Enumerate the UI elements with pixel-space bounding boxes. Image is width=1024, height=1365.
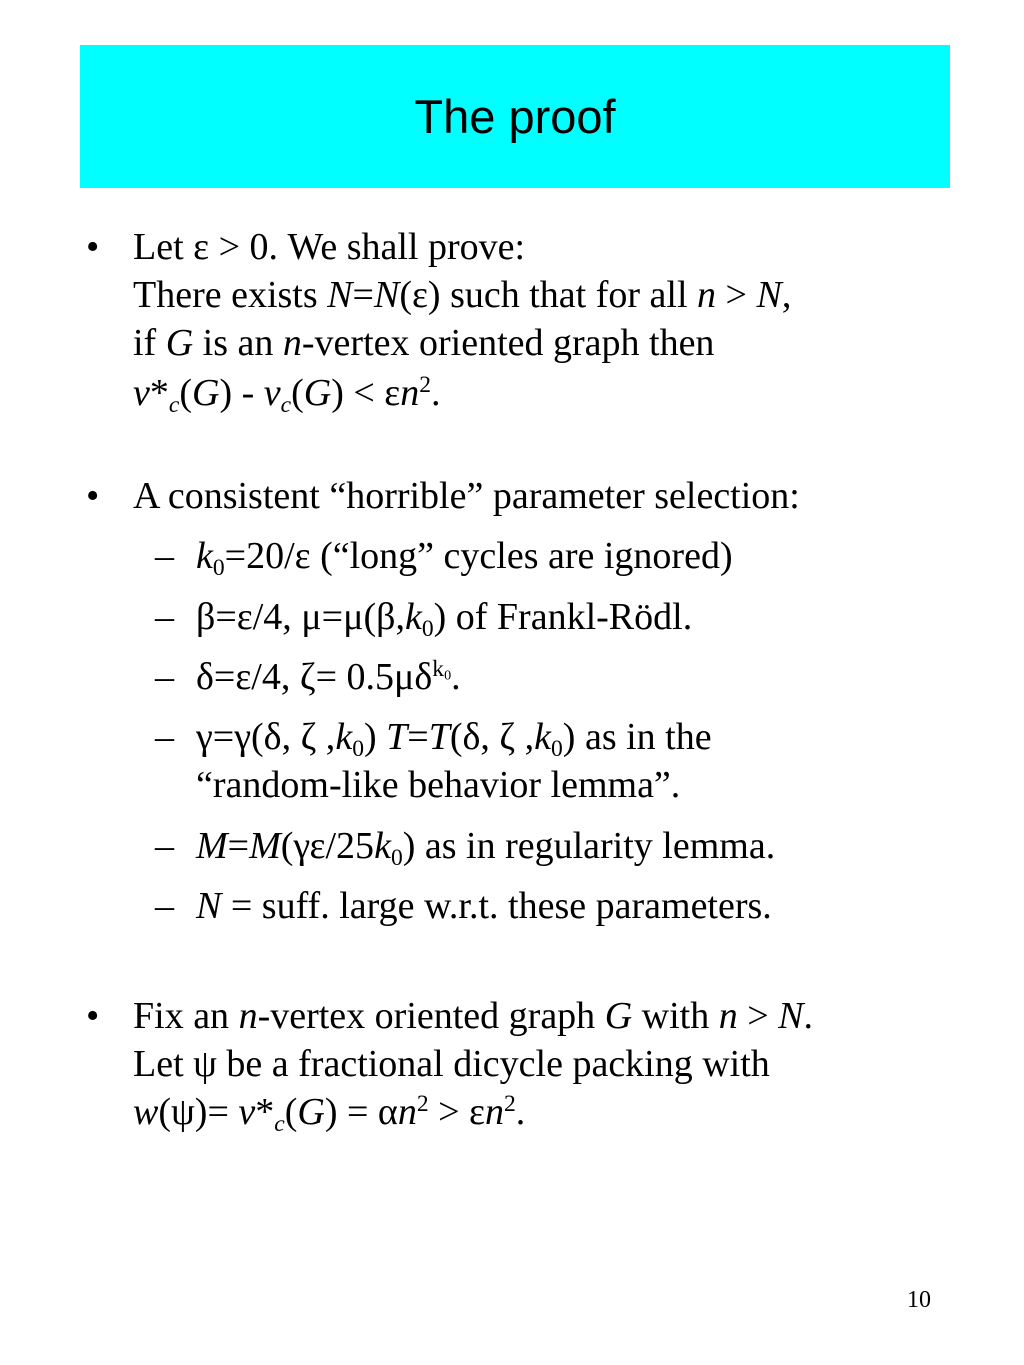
sub-item-beta-mu: β=ε/4, $\mu=\mu(\beta,k_0)$ of Frankl-Rödl. [196,596,693,643]
sub-item-m: $M=M(\gamma\varepsilon/25k_0)$ as in regularity lemma. [196,825,776,872]
dash-marker: – [155,885,174,927]
bullet-1-line-4: $v*_c(G) - v_c(G) < \varepsilon n^2$. [133,372,441,419]
bullet-marker: • [86,475,100,517]
sub-item-n: N = suff. large w.r.t. these parameters. [196,885,772,927]
sub-item-k0: $k_0=20/\varepsilon$ (“long” cycles are ignored) [196,535,733,582]
dash-marker: – [155,656,174,698]
dash-marker: – [155,825,174,867]
sub-item-delta-zeta: δ=ε/4, $\zeta= 0.5\mu\delta^{k0}$. [196,656,461,698]
title-banner [80,45,950,188]
bullet-3-line-2: Let ψ be a fractional dicycle packing with [133,1043,770,1085]
dash-marker: – [155,596,174,638]
dash-marker: – [155,535,174,577]
bullet-1-line-2: There exists N=N(ε) such that for all n > N, [133,274,792,316]
dash-marker: – [155,716,174,758]
bullet-2-line-1: A consistent “horrible” parameter selection: [133,475,800,517]
slide-title: The proof [414,90,616,143]
bullet-3-line-1: Fix an n-vertex oriented graph G with n > N. [133,995,813,1037]
bullet-1-line-1: Let ε > 0. We shall prove: [133,226,526,268]
bullet-3-line-3: $w(\psi)= v*_c(G) = \alpha n^2 > \varepsilon n^2$. [133,1091,526,1138]
bullet-1-line-3: if G is an n-vertex oriented graph then [133,322,715,364]
page-number: 10 [907,1287,931,1313]
bullet-marker: • [86,995,100,1037]
sub-item-gamma-t-line-2: “random-like behavior lemma”. [196,764,681,806]
bullet-marker: • [86,226,100,268]
sub-item-gamma-t: γ=γ(δ, ζ $,k_0$) T=T(δ, ζ $,k_0$) as in the [196,716,712,763]
